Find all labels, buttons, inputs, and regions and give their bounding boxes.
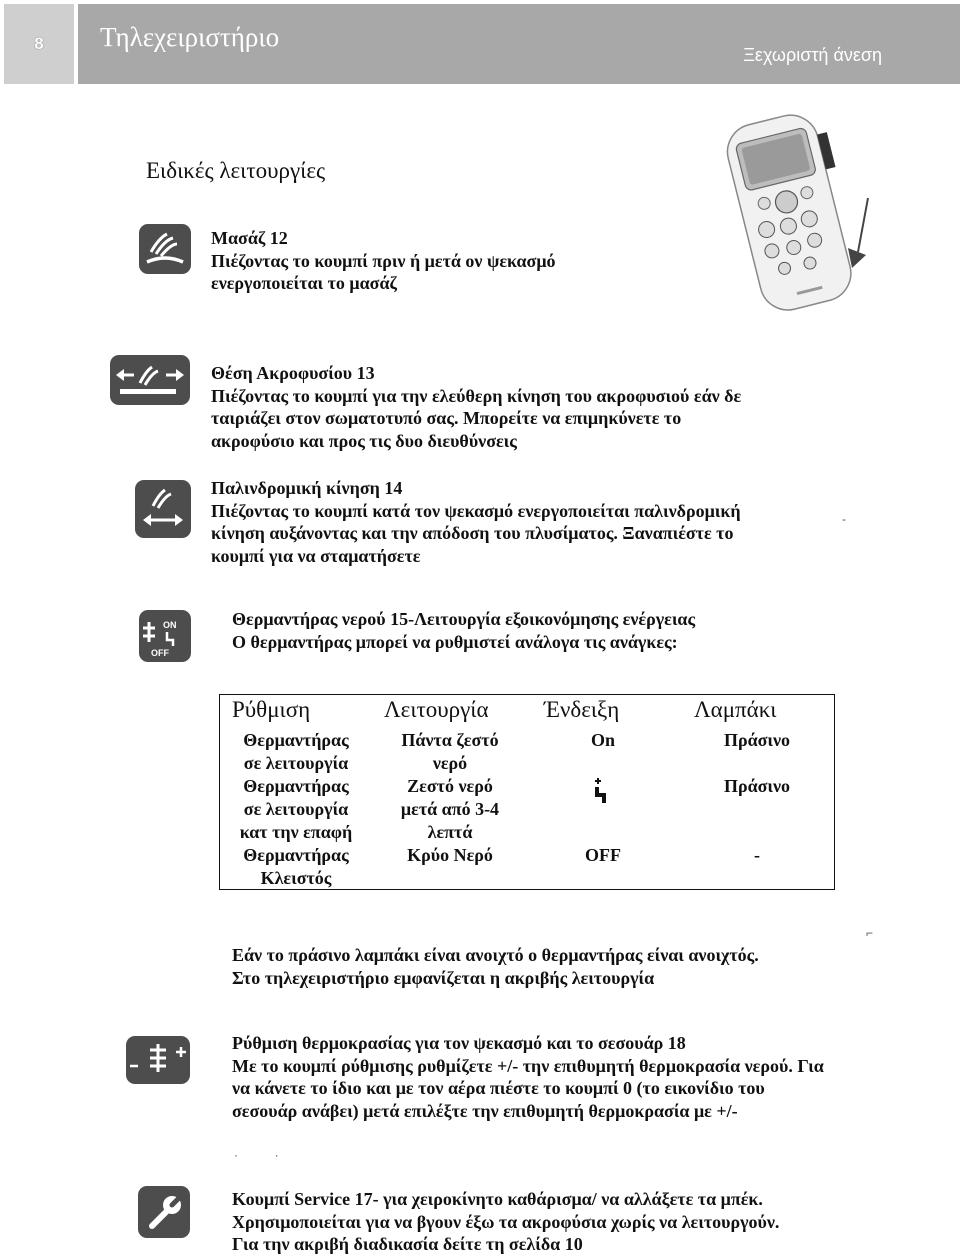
cell-line: μετά από 3-4 bbox=[400, 799, 500, 819]
table-cell-indication: OFF bbox=[585, 845, 621, 865]
text-line: Θερμαντήρας νερού 15-Λειτουργία εξοικονόμησης ενέργειας bbox=[232, 609, 696, 629]
nozzle-position-icon bbox=[110, 355, 190, 405]
cell-line: σε λειτουργία bbox=[243, 799, 349, 819]
text-line: Εάν το πράσινο λαμπάκι είναι ανοιχτό ο θερμαντήρας είναι ανοιχτός. bbox=[232, 945, 759, 965]
heater-settings-table bbox=[219, 694, 835, 890]
text-line: Πιέζοντας το κουμπί κατά τον ψεκασμό ενεργοποιείται παλινδρομική bbox=[211, 500, 741, 521]
table-cell-lamp: Πράσινο bbox=[723, 730, 791, 750]
text-line: κίνηση αυξάνοντας και την απόδοση του πλυσίματος. Ξαναπιέστε το bbox=[211, 523, 734, 543]
page-title: Τηλεχειριστήριο bbox=[100, 22, 280, 52]
lamp-note bbox=[232, 944, 759, 989]
cell-line: Θερμαντήρας bbox=[243, 845, 349, 865]
temperature-description bbox=[232, 1032, 824, 1122]
cell-line: Κλειστός bbox=[260, 868, 332, 888]
table-cell-lamp: - bbox=[754, 845, 760, 865]
water-heater-on-off-icon bbox=[139, 610, 191, 662]
temperature-plus-minus-icon bbox=[126, 1036, 190, 1084]
table-cell-function bbox=[380, 844, 520, 867]
delayed-heat-icon bbox=[592, 777, 612, 805]
text-line: ταιριάζει στον σωματοτυπό σας. Μπορείτε να επιμηκύνετε το bbox=[211, 408, 682, 428]
text-line: Πιέζοντας το κουμπί για την ελεύθερη κίνηση του ακροφυσιού εάν δε bbox=[211, 385, 742, 406]
cell-line: Κρύο Νερό bbox=[407, 845, 493, 865]
text-line: σεσουάρ ανάβει) μετά επιλέξτε την επιθυμητή θερμοκρασία με +/- bbox=[232, 1100, 738, 1121]
nozzle-title: Θέση Ακροφυσίου 13 bbox=[211, 363, 375, 383]
text-line: Για την ακριβή διαδικασία δείτε τη σελίδα 10 bbox=[232, 1234, 583, 1254]
table-cell-setting bbox=[226, 844, 366, 890]
page-subtitle: Ξεχωριστή άνεση bbox=[743, 45, 882, 65]
section-title: Ειδικές λειτουργίες bbox=[146, 158, 326, 183]
cell-line: Θερμαντήρας bbox=[243, 730, 349, 750]
oscillation-icon bbox=[135, 480, 191, 538]
table-cell-setting bbox=[226, 775, 366, 844]
stray-mark: · · bbox=[234, 1148, 279, 1162]
svg-text:ON: ON bbox=[163, 620, 177, 630]
oscillation-title: Παλινδρομική κίνηση 14 bbox=[211, 478, 403, 498]
text-line: κουμπί για να σταματήσετε bbox=[211, 545, 421, 566]
remote-control-illustration bbox=[700, 102, 890, 312]
page-number: 8 bbox=[34, 34, 44, 53]
text-line: Με το κουμπί ρύθμισης ρυθμίζετε +/- την επιθυμητή θερμοκρασία νερού. Για bbox=[232, 1055, 824, 1076]
cell-line: κατ την επαφή bbox=[239, 822, 353, 842]
text-line: ακροφύσιο και προς τις δυο διευθύνσεις bbox=[211, 430, 517, 451]
oscillation-description bbox=[211, 500, 741, 568]
table-header-function: Λειτουργία bbox=[384, 697, 489, 722]
table-header-setting: Ρύθμιση bbox=[232, 697, 311, 722]
cell-line: Θερμαντήρας bbox=[243, 776, 349, 796]
cell-line: λεπτά bbox=[427, 822, 473, 842]
wrench-icon bbox=[138, 1186, 190, 1238]
cell-line: νερό bbox=[432, 753, 468, 773]
cell-line: σε λειτουργία bbox=[243, 753, 349, 773]
table-header-indication: Ένδειξη bbox=[544, 697, 620, 722]
massage-icon bbox=[139, 224, 191, 274]
text-line: Στο τηλεχειριστήριο εμφανίζεται η ακριβής λειτουργία bbox=[232, 967, 655, 988]
text-line: Ο θερμαντήρας μπορεί να ρυθμιστεί ανάλογα τις ανάγκες: bbox=[232, 631, 678, 652]
text-line: Κουμπί Service 17- για χειροκίνητο καθάρισμα/ να αλλάξετε τα μπέκ. bbox=[232, 1189, 763, 1209]
text-line: Χρησιμοποιείται για να βγουν έξω τα ακροφύσια χωρίς να λειτουργούν. bbox=[232, 1211, 780, 1232]
service-description bbox=[232, 1188, 779, 1256]
table-cell-lamp: Πράσινο bbox=[723, 776, 791, 796]
table-header-lamp: Λαμπάκι bbox=[694, 697, 777, 722]
page-number-box bbox=[4, 4, 74, 84]
cell-line: Πάντα ζεστό bbox=[401, 730, 499, 750]
table-cell-indication: On bbox=[590, 730, 615, 750]
massage-title: Μασάζ 12 bbox=[211, 228, 288, 248]
svg-text:OFF: OFF bbox=[151, 648, 169, 658]
table-cell-setting bbox=[226, 729, 366, 775]
text-line: ενεργοποιείται το μασάζ bbox=[211, 273, 397, 293]
nozzle-description bbox=[211, 385, 741, 453]
text-line: Πιέζοντας το κουμπί πριν ή μετά ον ψεκασμό bbox=[211, 250, 556, 271]
text-line: να κάνετε το ίδιο και με τον αέρα πιέστε το κουμπί 0 (το εικονίδιο του bbox=[232, 1078, 765, 1098]
stray-mark: ⌐ bbox=[866, 926, 874, 940]
cell-line: Ζεστό νερό bbox=[407, 776, 493, 796]
table-cell-function bbox=[380, 775, 520, 844]
table-cell-function bbox=[380, 729, 520, 775]
stray-mark: - bbox=[842, 512, 846, 526]
massage-description bbox=[211, 250, 556, 295]
heater-description bbox=[232, 608, 695, 653]
text-line: Ρύθμιση θερμοκρασίας για τον ψεκασμό και το σεσουάρ 18 bbox=[232, 1033, 686, 1053]
